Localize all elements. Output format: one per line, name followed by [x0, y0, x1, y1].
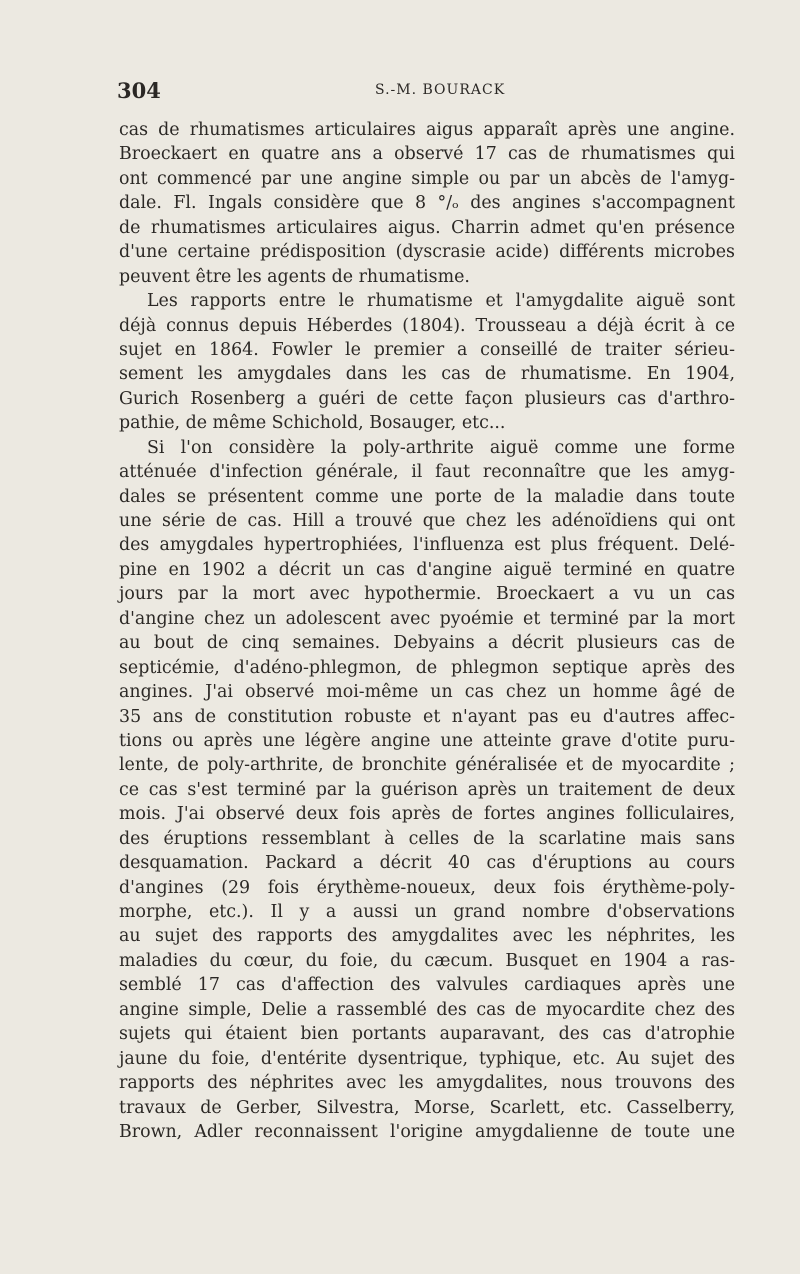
text-line: cas de rhumatismes articulaires aigus apparaît après une angine.	[119, 120, 735, 140]
text-line: d'angines (29 fois érythème-noueux, deux fois érythème-poly-	[119, 877, 735, 898]
text-line: ce cas s'est terminé par la guérison après un traitement de deux	[119, 779, 735, 800]
text-line: Brown, Adler reconnaissent l'origine amygdalienne de toute une	[119, 1121, 735, 1142]
text-line: travaux de Gerber, Silvestra, Morse, Scarlett, etc. Casselberry,	[119, 1097, 735, 1118]
text-line: ont commencé par une angine simple ou par un abcès de l'amyg-	[119, 168, 735, 189]
page-number: 304	[117, 78, 161, 103]
text-line: pathie, de même Schichold, Bosauger, etc...	[119, 413, 506, 434]
text-line: dales se présentent comme une porte de la maladie dans toute	[119, 486, 735, 507]
text-line: semblé 17 cas d'affection des valvules cardiaques après une	[119, 975, 735, 996]
text-line: d'angine chez un adolescent avec pyoémie et terminé par la mort	[119, 608, 735, 629]
text-line: des amygdales hypertrophiées, l'influenza est plus fréquent. Delé-	[119, 535, 735, 556]
text-line: desquamation. Packard a décrit 40 cas d'éruptions au cours	[119, 853, 735, 874]
text-line: maladies du cœur, du foie, du cæcum. Busquet en 1904 a ras-	[119, 950, 735, 971]
text-line: mois. J'ai observé deux fois après de fortes angines folliculaires,	[119, 804, 735, 825]
text-line: atténuée d'infection générale, il faut reconnaître que les amyg-	[119, 462, 735, 483]
text-line: sement les amygdales dans les cas de rhumatisme. En 1904,	[119, 364, 735, 385]
text-line: Broeckaert en quatre ans a observé 17 cas de rhumatismes qui	[119, 144, 735, 165]
text-line: Gurich Rosenberg a guéri de cette façon plusieurs cas d'arthro-	[119, 388, 735, 409]
text-line: jaune du foie, d'entérite dysentrique, typhique, etc. Au sujet des	[119, 1048, 735, 1069]
body-text	[119, 118, 735, 1144]
text-line: peuvent être les agents de rhumatisme.	[119, 266, 470, 287]
text-line: jours par la mort avec hypothermie. Broeckaert a vu un cas	[119, 584, 735, 605]
text-line: Si l'on considère la poly-arthrite aiguë comme une forme	[147, 437, 735, 458]
text-line: au bout de cinq semaines. Debyains a décrit plusieurs cas de	[119, 633, 735, 654]
text-line: tions ou après une légère angine une atteinte grave d'otite puru-	[119, 730, 735, 751]
text-line: angines. J'ai observé moi-même un cas chez un homme âgé de	[119, 682, 735, 703]
text-line: morphe, etc.). Il y a aussi un grand nombre d'observations	[119, 902, 735, 922]
text-line: de rhumatismes articulaires aigus. Charrin admet qu'en présence	[119, 217, 735, 238]
text-line: septicémie, d'adéno-phlegmon, de phlegmon septique après des	[119, 657, 735, 678]
text-line: sujet en 1864. Fowler le premier a conseillé de traiter sérieu-	[119, 339, 735, 360]
text-line: au sujet des rapports des amygdalites avec les néphrites, les	[119, 926, 735, 947]
text-line: déjà connus depuis Héberdes (1804). Trousseau a déjà écrit à ce	[119, 315, 735, 336]
text-line: lente, de poly-arthrite, de bronchite généralisée et de myocardite ;	[119, 755, 735, 776]
text-line: Les rapports entre le rhumatisme et l'amygdalite aiguë sont	[147, 291, 735, 312]
text-line: une série de cas. Hill a trouvé que chez les adénoïdiens qui ont	[119, 511, 735, 531]
text-line: dale. Fl. Ingals considère que 8 °/ₒ des angines s'accompagnent	[119, 193, 735, 214]
page-header	[117, 78, 737, 106]
text-line: angine simple, Delie a rassemblé des cas de myocardite chez des	[119, 999, 735, 1020]
text-line: pine en 1902 a décrit un cas d'angine aiguë terminé en quatre	[119, 559, 735, 580]
text-line: des éruptions ressemblant à celles de la scarlatine mais sans	[119, 828, 735, 849]
text-line: 35 ans de constitution robuste et n'ayant pas eu d'autres affec-	[119, 706, 735, 727]
running-title: S.-M. BOURACK	[375, 82, 506, 98]
text-line: rapports des néphrites avec les amygdalites, nous trouvons des	[119, 1073, 735, 1094]
text-line: d'une certaine prédisposition (dyscrasie acide) différents microbes	[119, 242, 735, 263]
text-line: sujets qui étaient bien portants auparavant, des cas d'atrophie	[119, 1024, 735, 1045]
